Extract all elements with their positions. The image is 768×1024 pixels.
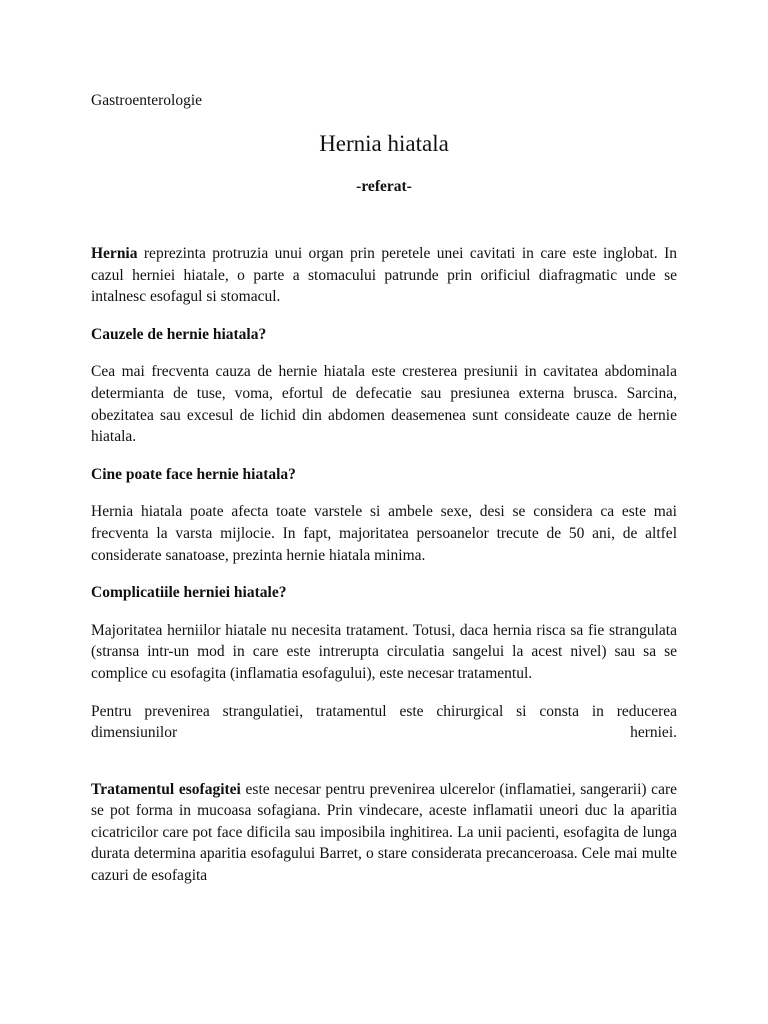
section-heading-complications: Complicatiile herniei hiatale? (91, 584, 287, 602)
section-heading-causes: Cauzele de hernie hiatala? (91, 325, 267, 343)
treatment-bold-term: Tratamentul esofagitei (91, 780, 241, 798)
document-body (91, 243, 677, 887)
section-text-complications: Majoritatea herniilor hiatale nu necesita tratament. Totusi, daca hernia risca sa fie strangulata (stransa intr-un mod in care este intrerupta circulatia sangelui la acest nivel) sau sa se complice cu esofagita (inflamatia esofagului), este necesar tratamentul. (91, 621, 677, 682)
document-category: Gastroenterologie (91, 92, 203, 109)
section-text-causes: Cea mai frecventa cauza de hernie hiatala este cresterea presiunii in cavitatea abdominala determianta de tuse, voma, efortul de defecatie sau presiunea externa brusca. Sarcina, obezitatea sau excesul de lichid din abdomen deasemenea sunt consideate cauze de hernie hiatala. (91, 363, 677, 446)
section-text-who: Hernia hiatala poate afecta toate varstele si ambele sexe, desi se considera ca este mai frecventa la varsta mijlocie. In fapt, majoritatea persoanelor trecute de 50 ani, de altfel considerate sanatoase, prezinta hernie hiatala minima. (91, 503, 677, 564)
treatment-paragraph (91, 779, 677, 887)
section-heading-who: Cine poate face hernie hiatala? (91, 465, 296, 483)
treatment-text: este necesar pentru prevenirea ulcerelor (inflamatiei, sangerarii) care se pot forma in mucoasa sofagiana. Prin vindecare, aceste inflamatii uneori duc la aparitia cicatricilor care pot face dificila sau imposibila inghitirea. La unii pacienti, esofagita de lunga durata determina aparitia esofagului Barret, o stare considerata precanceroasa. Cele mai multe cazuri de esofagita (91, 780, 677, 885)
section-text-prevention: Pentru prevenirea strangulatiei, tratamentul este chirurgical si consta in reducerea dimensiunilor herniei. (91, 702, 677, 742)
document-title: Hernia hiatala (319, 131, 449, 156)
intro-text: reprezinta protruzia unui organ prin peretele unei cavitati in care este inglobat. In cazul herniei hiatale, o parte a stomacului patrunde prin orificiul diafragmatic unde se intalnesc esofagul si stomacul. (91, 245, 677, 306)
document-subtitle: -referat- (356, 178, 412, 195)
intro-paragraph (91, 243, 677, 308)
intro-bold-term: Hernia (91, 245, 138, 262)
